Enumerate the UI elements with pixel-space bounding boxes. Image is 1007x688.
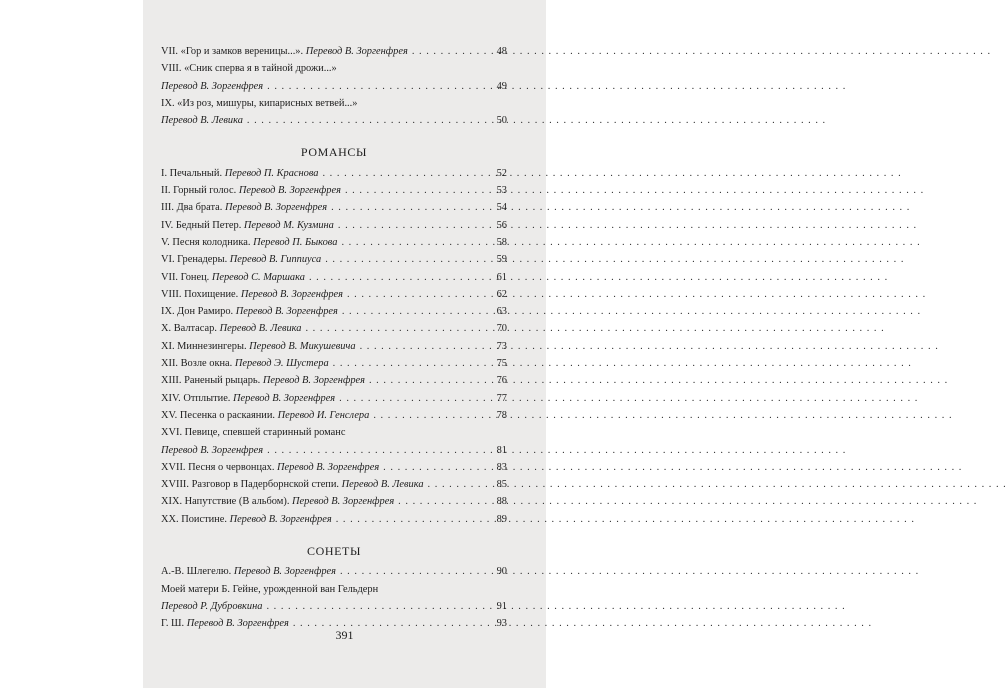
entry-page-number: 61 <box>496 271 507 283</box>
book-page <box>143 0 546 688</box>
toc-entry-line <box>161 407 507 424</box>
entry-text <box>161 563 336 580</box>
toc-entry-line <box>161 112 507 129</box>
entry-page-number: 54 <box>496 202 507 214</box>
toc-entry <box>161 320 507 337</box>
entry-text <box>161 493 394 510</box>
toc-entry <box>161 476 507 493</box>
toc-entry-line <box>161 60 507 77</box>
entry-page-number: 50 <box>496 115 507 127</box>
toc-entry-line <box>161 269 507 286</box>
toc-entry-line <box>161 355 507 372</box>
toc-entry-line <box>161 320 507 337</box>
entry-translator: Перевод В. Зоргенфрея <box>233 392 336 404</box>
entry-text <box>161 217 334 234</box>
entry-page-number: 89 <box>496 513 507 525</box>
entry-title: III. Два брата. <box>161 202 223 214</box>
entry-page-number: 48 <box>496 46 507 57</box>
toc-entry-line <box>161 442 507 459</box>
entry-text <box>161 459 379 476</box>
dot-leader <box>266 598 489 615</box>
toc-entry <box>161 199 507 216</box>
toc-entry-line <box>161 581 507 598</box>
entry-page-number: 58 <box>496 236 507 248</box>
toc-entry-line <box>161 459 507 476</box>
entry-translator: Перевод В. Зоргенфрея <box>229 513 332 525</box>
entry-page-number: 53 <box>496 185 507 197</box>
dot-leader <box>325 251 489 268</box>
toc-entry-line <box>161 476 507 493</box>
dot-leader <box>305 320 489 337</box>
entry-translator: Перевод В. Зоргенфрея <box>235 306 338 318</box>
toc-entry <box>161 60 507 95</box>
entry-page-number: 83 <box>496 461 507 473</box>
toc-entry <box>161 355 507 372</box>
entry-text <box>161 476 424 493</box>
entry-title: Моей матери Б. Гейне, урожденной ван Гельдерн <box>161 583 379 595</box>
dot-leader <box>412 43 489 60</box>
section-title-romances: РОМАНСЫ <box>300 145 368 160</box>
entry-text <box>161 78 263 95</box>
toc-entry-line <box>161 251 507 268</box>
entry-text <box>161 43 408 60</box>
entry-title: I. Печальный. <box>161 167 223 179</box>
entry-title: IX. Дон Рамиро. <box>161 306 234 318</box>
toc-entry <box>161 424 507 459</box>
dot-leader <box>373 407 489 424</box>
dot-leader <box>428 476 489 493</box>
toc-entry <box>161 234 507 251</box>
entry-page-number: 63 <box>496 306 507 318</box>
entry-translator: Перевод В. Гиппиуса <box>229 254 322 266</box>
entry-title: XVIII. Разговор в Падерборнской степи. <box>161 479 340 491</box>
entry-title: VIII. Похищение. <box>161 288 239 300</box>
entry-translator: Перевод В. Зоргенфрея <box>161 80 264 92</box>
entry-text <box>161 165 318 182</box>
entry-title: XVI. Певице, спевшей старинный романс <box>161 427 346 439</box>
entry-page-number: 70 <box>496 323 507 335</box>
dot-leader <box>383 459 489 476</box>
toc-top-list <box>161 43 507 129</box>
entry-page-number: 81 <box>496 444 507 456</box>
entry-translator: Перевод В. Зоргенфрея <box>186 618 289 630</box>
entry-text <box>161 338 356 355</box>
entry-translator: Перевод В. Зоргенфрея <box>238 185 341 197</box>
dot-leader <box>342 303 489 320</box>
toc-entry-line <box>161 390 507 407</box>
toc-entry-line <box>161 424 507 441</box>
dot-leader <box>340 563 489 580</box>
entry-title: VI. Гренадеры. <box>161 254 228 266</box>
entry-page-number: 49 <box>496 80 507 92</box>
entry-page-number: 93 <box>496 618 507 630</box>
dot-leader <box>347 286 489 303</box>
toc-entry-line <box>161 372 507 389</box>
toc-entry <box>161 372 507 389</box>
toc-entry <box>161 269 507 286</box>
toc-entry <box>161 407 507 424</box>
entry-title: V. Песня колодника. <box>161 236 251 248</box>
dot-leader <box>345 182 489 199</box>
dot-leader <box>336 511 489 528</box>
entry-title: IV. Бедный Петер. <box>161 219 242 231</box>
entry-text <box>161 511 332 528</box>
toc-entry <box>161 493 507 510</box>
toc-entry-line <box>161 511 507 528</box>
entry-translator: Перевод С. Маршака <box>211 271 305 283</box>
entry-translator: Перевод В. Левика <box>219 323 302 335</box>
entry-text <box>161 303 338 320</box>
toc-entry <box>161 251 507 268</box>
entry-translator: Перевод В. Микушевича <box>249 340 356 352</box>
entry-title: II. Горный голос. <box>161 185 237 197</box>
toc-entry-line <box>161 493 507 510</box>
toc-entry <box>161 390 507 407</box>
toc-entry-line <box>161 286 507 303</box>
entry-text <box>161 234 337 251</box>
entry-translator: Перевод Р. Дубровкина <box>161 600 263 612</box>
entry-title: XIV. Отплытие. <box>161 392 231 404</box>
dot-leader <box>398 493 489 510</box>
entry-text <box>161 112 243 129</box>
entry-text <box>161 286 343 303</box>
entry-translator: Перевод М. Кузмина <box>243 219 334 231</box>
entry-text <box>161 407 369 424</box>
entry-translator: Перевод В. Зоргенфрея <box>262 375 365 387</box>
dot-leader <box>360 338 489 355</box>
entry-text <box>161 320 301 337</box>
dot-leader <box>267 442 489 459</box>
entry-text <box>161 598 262 615</box>
toc-entry <box>161 563 507 580</box>
entry-page-number: 73 <box>496 340 507 352</box>
toc-sonnets-list <box>161 563 507 632</box>
toc-entry <box>161 95 507 130</box>
entry-translator: Перевод В. Левика <box>161 115 243 127</box>
entry-page-number: 56 <box>496 219 507 231</box>
entry-page-number: 78 <box>496 409 507 421</box>
toc-entry-line <box>161 303 507 320</box>
entry-title: VIII. «Сник сперва я в тайной дрожи...» <box>161 63 337 75</box>
entry-title: VII. Гонец. <box>161 271 210 283</box>
entry-translator: Перевод В. Зоргенфрея <box>224 202 328 214</box>
entry-text <box>161 251 321 268</box>
section-title-sonnets: СОНЕТЫ <box>306 544 362 559</box>
entry-page-number: 90 <box>496 566 507 578</box>
table-of-contents <box>161 43 507 633</box>
toc-entry <box>161 459 507 476</box>
toc-entry <box>161 581 507 616</box>
entry-page-number: 62 <box>496 288 507 300</box>
toc-entry-line <box>161 598 507 615</box>
entry-page-number: 76 <box>496 375 507 387</box>
entry-translator: Перевод П. Быкова <box>253 236 338 248</box>
toc-entry <box>161 303 507 320</box>
toc-entry-line <box>161 199 507 216</box>
toc-entry <box>161 182 507 199</box>
toc-entry-line <box>161 338 507 355</box>
toc-entry-line <box>161 217 507 234</box>
toc-entry <box>161 217 507 234</box>
entry-title: IX. «Из роз, мишуры, кипарисных ветвей...» <box>161 97 358 109</box>
entry-translator: Перевод П. Краснова <box>224 167 319 179</box>
entry-title: XI. Миннезингеры. <box>161 340 247 352</box>
entry-text <box>161 355 329 372</box>
dot-leader <box>339 390 489 407</box>
toc-entry-line <box>161 182 507 199</box>
dot-leader <box>267 78 489 95</box>
toc-entry-line <box>161 43 507 60</box>
page-number: 391 <box>335 628 354 642</box>
toc-entry <box>161 286 507 303</box>
entry-translator: Перевод В. Зоргенфрея <box>233 566 336 578</box>
entry-translator: Перевод В. Левика <box>341 479 424 491</box>
entry-translator: Перевод В. Зоргенфрея <box>277 461 380 473</box>
toc-entry <box>161 43 507 60</box>
entry-title: XVII. Песня о червонцах. <box>161 461 275 473</box>
entry-page-number: 85 <box>496 479 507 491</box>
entry-text <box>161 442 263 459</box>
toc-entry <box>161 511 507 528</box>
toc-romances-list <box>161 165 507 528</box>
entry-title: XII. Возле окна. <box>161 358 233 370</box>
entry-translator: Перевод В. Зоргенфрея <box>292 496 395 508</box>
toc-entry-line <box>161 78 507 95</box>
entry-title: А.-В. Шлегелю. <box>161 566 232 578</box>
toc-entry-line <box>161 563 507 580</box>
dot-leader <box>338 217 489 234</box>
entry-translator: Перевод В. Зоргенфрея <box>161 444 264 456</box>
toc-entry <box>161 165 507 182</box>
entry-page-number: 52 <box>496 167 507 179</box>
entry-title: XV. Песенка о раскаянии. <box>161 409 276 421</box>
dot-leader <box>331 199 489 216</box>
entry-title: X. Валтасар. <box>161 323 217 335</box>
toc-entry-line <box>161 95 507 112</box>
entry-page-number: 75 <box>496 358 507 370</box>
entry-page-number: 88 <box>496 496 507 508</box>
entry-text <box>161 199 327 216</box>
toc-entry-line <box>161 165 507 182</box>
entry-translator: Перевод В. Зоргенфрея <box>240 288 343 300</box>
entry-page-number: 59 <box>496 254 507 266</box>
dot-leader <box>333 355 489 372</box>
entry-page-number: 91 <box>496 600 507 612</box>
toc-entry <box>161 338 507 355</box>
entry-translator: Перевод Э. Шустера <box>234 358 329 370</box>
entry-text <box>161 269 305 286</box>
entry-title: XX. Поистине. <box>161 513 227 525</box>
entry-translator: Перевод И. Генслера <box>277 409 370 421</box>
entry-translator: Перевод В. Зоргенфрея <box>305 46 408 57</box>
toc-entry-line <box>161 234 507 251</box>
entry-title: Г. Ш. <box>161 618 185 630</box>
entry-title: XIII. Раненый рыцарь. <box>161 375 261 387</box>
entry-text <box>161 372 365 389</box>
entry-text <box>161 390 335 407</box>
dot-leader <box>309 269 489 286</box>
dot-leader <box>341 234 489 251</box>
entry-text <box>161 182 341 199</box>
dot-leader <box>369 372 489 389</box>
entry-title: XIX. Напутствие (В альбом). <box>161 496 290 508</box>
entry-title: VII. «Гор и замков вереницы...». <box>161 46 304 57</box>
dot-leader <box>322 165 489 182</box>
dot-leader <box>247 112 489 129</box>
entry-page-number: 77 <box>496 392 507 404</box>
